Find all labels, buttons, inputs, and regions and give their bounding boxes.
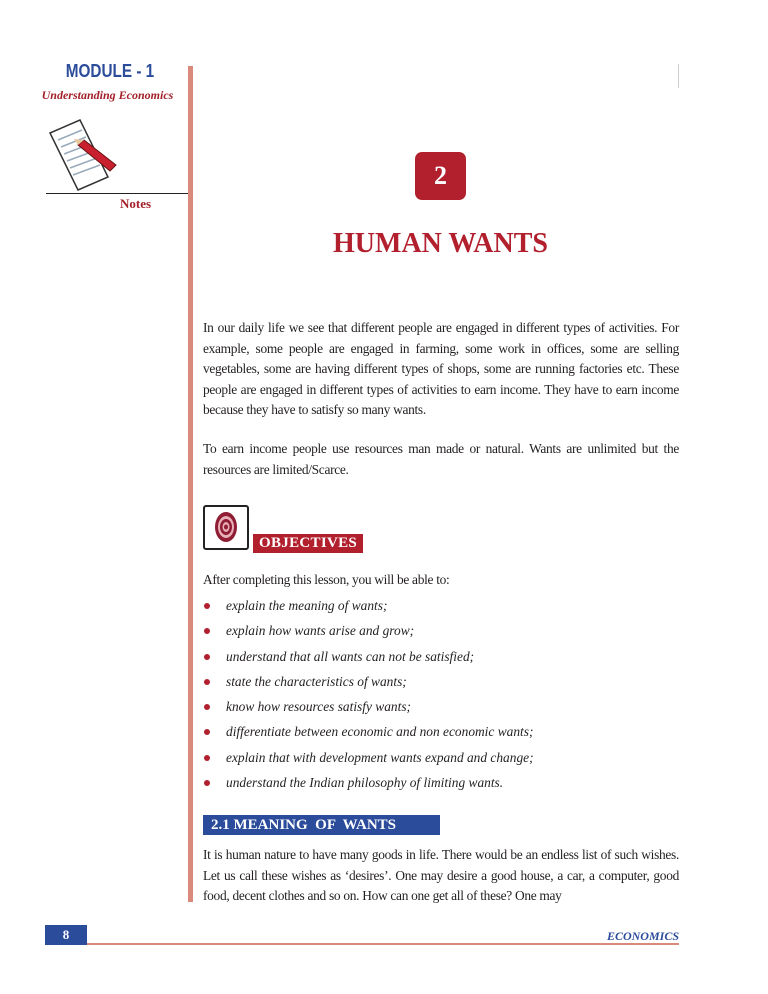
notes-label: Notes — [120, 196, 152, 211]
list-item: know how resources satisfy wants; — [203, 694, 679, 719]
list-item: understand the Indian philosophy of limiting wants. — [203, 770, 679, 795]
objectives-heading: OBJECTIVES — [253, 534, 363, 553]
target-icon — [203, 505, 249, 550]
list-item: understand that all wants can not be satisfied; — [203, 644, 679, 669]
list-item: differentiate between economic and non economic wants; — [203, 719, 679, 744]
list-item: state the characteristics of wants; — [203, 669, 679, 694]
page-number: 8 — [45, 925, 87, 945]
paragraph: It is human nature to have many goods in life. There would be an endless list of such wishes. Let us call these wishes as ‘desires’. One may desire a good house, a car, a computer, good food, decent clothes and so on. How can one get all of these? One may — [203, 847, 679, 904]
paragraph: To earn income people use resources man made or natural. Wants are unlimited but the resources are limited/Scarce. — [203, 441, 679, 477]
divider — [678, 64, 679, 88]
objectives-intro: After completing this lesson, you will be able to: — [203, 572, 450, 587]
list-item: explain that with development wants expand and change; — [203, 745, 679, 770]
notes-divider — [46, 193, 188, 194]
notes-pencil-icon — [40, 115, 120, 195]
chapter-title: HUMAN WANTS — [333, 228, 548, 259]
list-item: explain how wants arise and grow; — [203, 618, 679, 643]
module-subtitle: Understanding Economics — [41, 88, 174, 102]
module-label: MODULE - 1 — [65, 61, 155, 81]
footer-subject: ECONOMICS — [606, 929, 679, 943]
chapter-number: 2 — [415, 152, 466, 200]
paragraph: In our daily life we see that different people are engaged in different types of activities. For example, some people are engaged in farming, some work in offices, some are selling vegetables, some are having different types of shops, some are running factories etc. These people are engaged in different types of activities to earn income. They have to earn income because they have to satisfy so many wants. — [203, 320, 679, 418]
list-item: explain the meaning of wants; — [203, 593, 679, 618]
objectives-list — [203, 593, 679, 795]
section-heading: 2.1 MEANING OF WANTS — [203, 815, 440, 835]
margin-bar — [188, 66, 193, 902]
